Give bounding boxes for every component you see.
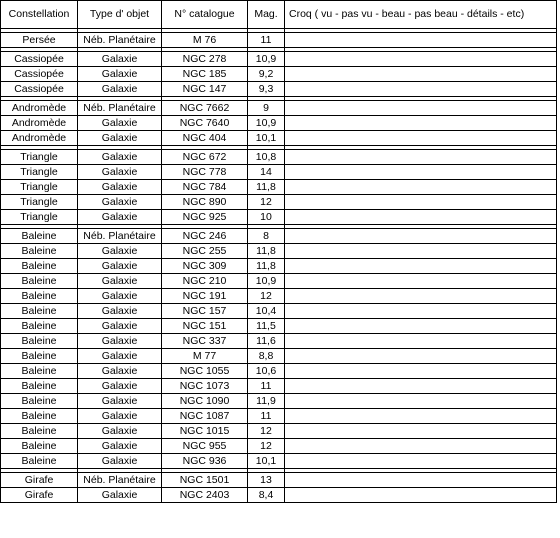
- cell-object-type[interactable]: Galaxie: [78, 409, 162, 424]
- cell-catalog-number[interactable]: NGC 890: [162, 195, 248, 210]
- cell-magnitude[interactable]: 11: [248, 379, 285, 394]
- table-row: [1, 52, 557, 67]
- cell-constellation[interactable]: Baleine: [1, 259, 78, 274]
- cell-notes[interactable]: [285, 165, 557, 180]
- cell-magnitude[interactable]: 11,8: [248, 180, 285, 195]
- cell-constellation[interactable]: Andromède: [1, 116, 78, 131]
- cell-object-type[interactable]: Galaxie: [78, 274, 162, 289]
- cell-constellation[interactable]: Baleine: [1, 229, 78, 244]
- cell-object-type[interactable]: Galaxie: [78, 454, 162, 469]
- table-row: [1, 289, 557, 304]
- cell-object-type[interactable]: Galaxie: [78, 394, 162, 409]
- cell-notes[interactable]: [285, 274, 557, 289]
- cell-constellation[interactable]: Girafe: [1, 488, 78, 503]
- cell-object-type[interactable]: Galaxie: [78, 165, 162, 180]
- cell-magnitude[interactable]: 11: [248, 33, 285, 48]
- cell-notes[interactable]: [285, 229, 557, 244]
- cell-catalog-number[interactable]: NGC 2403: [162, 488, 248, 503]
- cell-notes[interactable]: [285, 304, 557, 319]
- cell-magnitude[interactable]: 10: [248, 210, 285, 225]
- cell-constellation[interactable]: Baleine: [1, 454, 78, 469]
- cell-catalog-number[interactable]: M 76: [162, 33, 248, 48]
- cell-constellation[interactable]: Andromède: [1, 131, 78, 146]
- cell-notes[interactable]: [285, 33, 557, 48]
- table-row: [1, 349, 557, 364]
- table-row: [1, 394, 557, 409]
- cell-constellation[interactable]: Baleine: [1, 289, 78, 304]
- cell-notes[interactable]: [285, 116, 557, 131]
- table-row: [1, 409, 557, 424]
- cell-catalog-number[interactable]: NGC 784: [162, 180, 248, 195]
- cell-catalog-number[interactable]: NGC 7640: [162, 116, 248, 131]
- table-row: [1, 334, 557, 349]
- cell-notes[interactable]: [285, 454, 557, 469]
- table-row: [1, 195, 557, 210]
- cell-notes[interactable]: [285, 334, 557, 349]
- cell-magnitude[interactable]: 10,1: [248, 454, 285, 469]
- cell-catalog-number[interactable]: NGC 246: [162, 229, 248, 244]
- cell-catalog-number[interactable]: NGC 151: [162, 319, 248, 334]
- table-row: [1, 67, 557, 82]
- cell-object-type[interactable]: Néb. Planétaire: [78, 473, 162, 488]
- cell-notes[interactable]: [285, 101, 557, 116]
- cell-magnitude[interactable]: 11,8: [248, 244, 285, 259]
- cell-magnitude[interactable]: 12: [248, 439, 285, 454]
- cell-object-type[interactable]: Galaxie: [78, 150, 162, 165]
- cell-catalog-number[interactable]: NGC 404: [162, 131, 248, 146]
- cell-catalog-number[interactable]: NGC 147: [162, 82, 248, 97]
- table-row: [1, 439, 557, 454]
- cell-notes[interactable]: [285, 409, 557, 424]
- cell-catalog-number[interactable]: NGC 925: [162, 210, 248, 225]
- cell-object-type[interactable]: Galaxie: [78, 439, 162, 454]
- table-row: [1, 101, 557, 116]
- cell-catalog-number[interactable]: NGC 191: [162, 289, 248, 304]
- table-row: [1, 473, 557, 488]
- cell-constellation[interactable]: Baleine: [1, 334, 78, 349]
- cell-object-type[interactable]: Néb. Planétaire: [78, 101, 162, 116]
- cell-catalog-number[interactable]: NGC 1055: [162, 364, 248, 379]
- cell-catalog-number[interactable]: M 77: [162, 349, 248, 364]
- cell-notes[interactable]: [285, 150, 557, 165]
- cell-object-type[interactable]: Galaxie: [78, 259, 162, 274]
- cell-catalog-number[interactable]: NGC 1501: [162, 473, 248, 488]
- cell-constellation[interactable]: Triangle: [1, 150, 78, 165]
- cell-notes[interactable]: [285, 52, 557, 67]
- cell-catalog-number[interactable]: NGC 1073: [162, 379, 248, 394]
- cell-catalog-number[interactable]: NGC 672: [162, 150, 248, 165]
- cell-magnitude[interactable]: 9,3: [248, 82, 285, 97]
- cell-magnitude[interactable]: 8,4: [248, 488, 285, 503]
- cell-object-type[interactable]: Galaxie: [78, 131, 162, 146]
- cell-catalog-number[interactable]: NGC 309: [162, 259, 248, 274]
- cell-magnitude[interactable]: 11: [248, 409, 285, 424]
- cell-constellation[interactable]: Cassiopée: [1, 52, 78, 67]
- cell-magnitude[interactable]: 12: [248, 289, 285, 304]
- cell-constellation[interactable]: Baleine: [1, 409, 78, 424]
- cell-magnitude[interactable]: 9: [248, 101, 285, 116]
- cell-object-type[interactable]: Galaxie: [78, 67, 162, 82]
- cell-constellation[interactable]: Baleine: [1, 349, 78, 364]
- cell-magnitude[interactable]: 8,8: [248, 349, 285, 364]
- cell-object-type[interactable]: Galaxie: [78, 349, 162, 364]
- cell-magnitude[interactable]: 13: [248, 473, 285, 488]
- cell-object-type[interactable]: Galaxie: [78, 195, 162, 210]
- table-row: [1, 424, 557, 439]
- cell-catalog-number[interactable]: NGC 7662: [162, 101, 248, 116]
- cell-object-type[interactable]: Néb. Planétaire: [78, 33, 162, 48]
- cell-catalog-number[interactable]: NGC 185: [162, 67, 248, 82]
- cell-magnitude[interactable]: 14: [248, 165, 285, 180]
- cell-magnitude[interactable]: 10,9: [248, 116, 285, 131]
- cell-notes[interactable]: [285, 394, 557, 409]
- header-row: [1, 1, 557, 29]
- table-row: [1, 210, 557, 225]
- cell-constellation[interactable]: Baleine: [1, 394, 78, 409]
- cell-constellation[interactable]: Baleine: [1, 379, 78, 394]
- table-row: [1, 379, 557, 394]
- cell-constellation[interactable]: Baleine: [1, 319, 78, 334]
- cell-magnitude[interactable]: 10,4: [248, 304, 285, 319]
- cell-catalog-number[interactable]: NGC 157: [162, 304, 248, 319]
- cell-notes[interactable]: [285, 67, 557, 82]
- cell-constellation[interactable]: Baleine: [1, 364, 78, 379]
- cell-magnitude[interactable]: 11,8: [248, 259, 285, 274]
- cell-object-type[interactable]: Galaxie: [78, 334, 162, 349]
- cell-catalog-number[interactable]: NGC 1015: [162, 424, 248, 439]
- cell-magnitude[interactable]: 11,5: [248, 319, 285, 334]
- cell-catalog-number[interactable]: NGC 278: [162, 52, 248, 67]
- cell-object-type[interactable]: Galaxie: [78, 52, 162, 67]
- cell-object-type[interactable]: Galaxie: [78, 180, 162, 195]
- cell-catalog-number[interactable]: NGC 778: [162, 165, 248, 180]
- cell-magnitude[interactable]: 10,9: [248, 274, 285, 289]
- table-row: [1, 244, 557, 259]
- cell-notes[interactable]: [285, 424, 557, 439]
- cell-catalog-number[interactable]: NGC 936: [162, 454, 248, 469]
- cell-catalog-number[interactable]: NGC 255: [162, 244, 248, 259]
- cell-constellation[interactable]: Persée: [1, 33, 78, 48]
- cell-constellation[interactable]: Triangle: [1, 195, 78, 210]
- cell-constellation[interactable]: Triangle: [1, 210, 78, 225]
- cell-magnitude[interactable]: 12: [248, 195, 285, 210]
- cell-object-type[interactable]: Galaxie: [78, 304, 162, 319]
- cell-notes[interactable]: [285, 289, 557, 304]
- cell-magnitude[interactable]: 10,9: [248, 52, 285, 67]
- table-row: [1, 488, 557, 503]
- cell-notes[interactable]: [285, 379, 557, 394]
- table-row: [1, 82, 557, 97]
- cell-object-type[interactable]: Galaxie: [78, 82, 162, 97]
- cell-notes[interactable]: [285, 259, 557, 274]
- table-row: [1, 364, 557, 379]
- cell-magnitude[interactable]: 8: [248, 229, 285, 244]
- cell-object-type[interactable]: Galaxie: [78, 424, 162, 439]
- cell-magnitude[interactable]: 11,9: [248, 394, 285, 409]
- cell-object-type[interactable]: Galaxie: [78, 319, 162, 334]
- cell-constellation[interactable]: Triangle: [1, 180, 78, 195]
- cell-magnitude[interactable]: 10,8: [248, 150, 285, 165]
- cell-notes[interactable]: [285, 349, 557, 364]
- cell-catalog-number[interactable]: NGC 1090: [162, 394, 248, 409]
- cell-object-type[interactable]: Galaxie: [78, 488, 162, 503]
- cell-constellation[interactable]: Baleine: [1, 244, 78, 259]
- header-catalog-number[interactable]: N° catalogue: [162, 1, 248, 29]
- table-row: [1, 150, 557, 165]
- cell-object-type[interactable]: Galaxie: [78, 289, 162, 304]
- table-row: [1, 319, 557, 334]
- table-row: [1, 165, 557, 180]
- cell-catalog-number[interactable]: NGC 337: [162, 334, 248, 349]
- cell-notes[interactable]: [285, 180, 557, 195]
- cell-constellation[interactable]: Girafe: [1, 473, 78, 488]
- cell-constellation[interactable]: Triangle: [1, 165, 78, 180]
- table-row: [1, 131, 557, 146]
- table-row: [1, 454, 557, 469]
- header-constellation[interactable]: Constellation: [1, 1, 78, 29]
- cell-notes[interactable]: [285, 319, 557, 334]
- header-object-type[interactable]: Type d' objet: [78, 1, 162, 29]
- cell-constellation[interactable]: Cassiopée: [1, 82, 78, 97]
- cell-notes[interactable]: [285, 131, 557, 146]
- table-row: [1, 116, 557, 131]
- cell-catalog-number[interactable]: NGC 1087: [162, 409, 248, 424]
- cell-magnitude[interactable]: 12: [248, 424, 285, 439]
- cell-object-type[interactable]: Galaxie: [78, 364, 162, 379]
- cell-magnitude[interactable]: 10,6: [248, 364, 285, 379]
- cell-object-type[interactable]: Galaxie: [78, 379, 162, 394]
- cell-magnitude[interactable]: 9,2: [248, 67, 285, 82]
- cell-notes[interactable]: [285, 439, 557, 454]
- cell-constellation[interactable]: Baleine: [1, 439, 78, 454]
- cell-object-type[interactable]: Galaxie: [78, 210, 162, 225]
- cell-object-type[interactable]: Galaxie: [78, 244, 162, 259]
- table-row: [1, 180, 557, 195]
- table-row: [1, 274, 557, 289]
- header-magnitude[interactable]: Mag.: [248, 1, 285, 29]
- cell-constellation[interactable]: Baleine: [1, 304, 78, 319]
- cell-notes[interactable]: [285, 82, 557, 97]
- cell-notes[interactable]: [285, 244, 557, 259]
- cell-constellation[interactable]: Cassiopée: [1, 67, 78, 82]
- cell-constellation[interactable]: Andromède: [1, 101, 78, 116]
- cell-notes[interactable]: [285, 488, 557, 503]
- cell-notes[interactable]: [285, 364, 557, 379]
- cell-constellation[interactable]: Baleine: [1, 274, 78, 289]
- cell-constellation[interactable]: Baleine: [1, 424, 78, 439]
- header-notes[interactable]: Croq ( vu - pas vu - beau - pas beau - détails - etc): [285, 1, 557, 29]
- table-row: [1, 259, 557, 274]
- cell-catalog-number[interactable]: NGC 955: [162, 439, 248, 454]
- table-row: [1, 229, 557, 244]
- cell-catalog-number[interactable]: NGC 210: [162, 274, 248, 289]
- cell-object-type[interactable]: Néb. Planétaire: [78, 229, 162, 244]
- table-row: [1, 304, 557, 319]
- cell-object-type[interactable]: Galaxie: [78, 116, 162, 131]
- cell-notes[interactable]: [285, 210, 557, 225]
- table-row: [1, 33, 557, 48]
- cell-magnitude[interactable]: 10,1: [248, 131, 285, 146]
- cell-notes[interactable]: [285, 195, 557, 210]
- cell-notes[interactable]: [285, 473, 557, 488]
- cell-magnitude[interactable]: 11,6: [248, 334, 285, 349]
